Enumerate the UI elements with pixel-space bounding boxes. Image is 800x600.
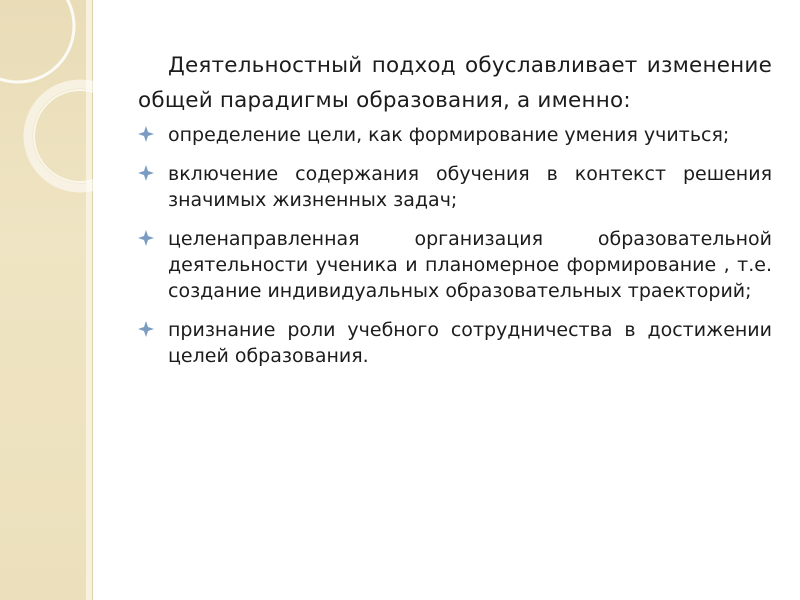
bullet-text: признание роли учебного сотрудничества в достижении целей образования.: [168, 319, 772, 367]
slide-content: [138, 48, 772, 382]
star-bullet-icon: [138, 230, 154, 246]
bullet-text: определение цели, как формирование умения учиться;: [168, 124, 730, 146]
deco-circle-small: [28, 84, 132, 188]
star-bullet-icon: [138, 126, 154, 142]
list-item: [138, 122, 772, 148]
list-item: [138, 317, 772, 369]
decorative-circles-icon: [0, 0, 140, 220]
deco-circle-large: [0, 0, 74, 82]
star-bullet-icon: [138, 321, 154, 337]
intro-paragraph: Деятельностный подход обуславливает изменение общей парадигмы образования, а именно:: [138, 53, 772, 113]
list-item: [138, 226, 772, 304]
star-bullet-icon: [138, 165, 154, 181]
deco-circle-small-inner: [34, 90, 126, 182]
list-item: [138, 161, 772, 213]
bullet-text: целенаправленная организация образовательной деятельности ученика и планомерное формирование , т.е. создание индивидуальных образовательных траекторий;: [168, 228, 772, 302]
bullet-text: включение содержания обучения в контекст решения значимых жизненных задач;: [168, 163, 772, 211]
bullet-list: [138, 122, 772, 369]
